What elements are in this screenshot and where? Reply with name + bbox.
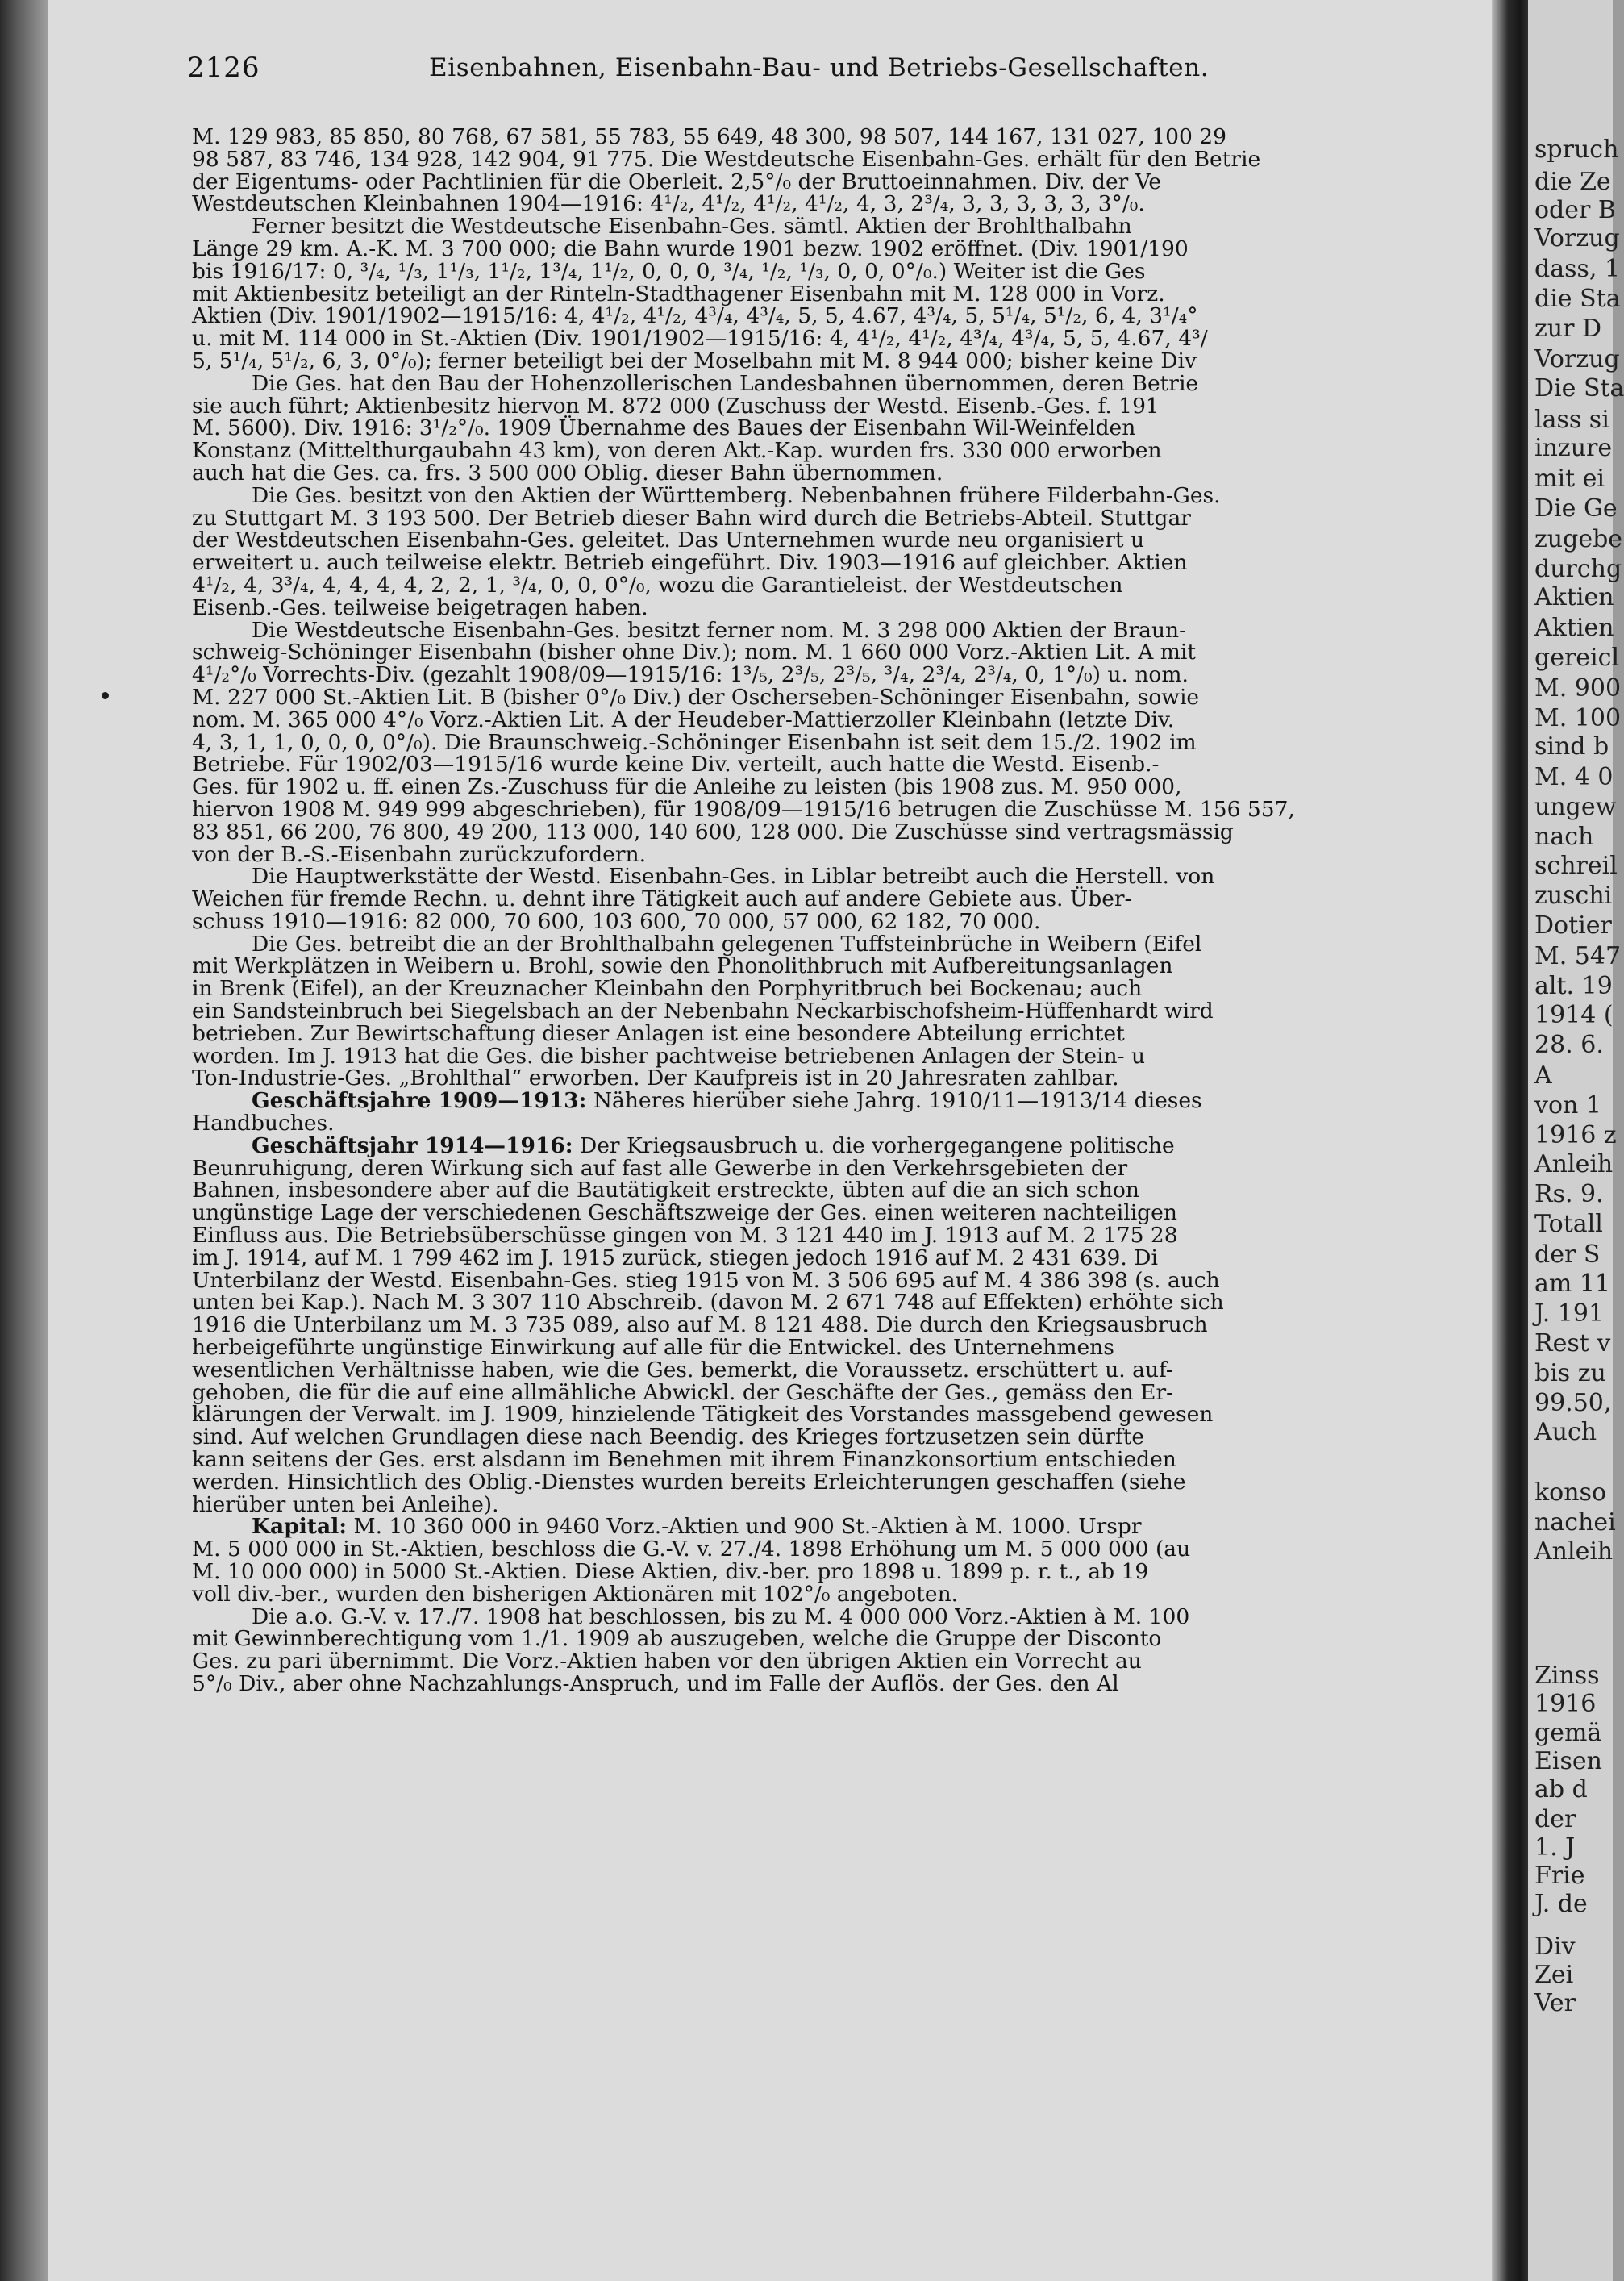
facing-page-text-fragment: spruch xyxy=(1534,136,1619,164)
text-line xyxy=(192,258,1494,284)
text-line-content: 98 587, 83 746, 134 928, 142 904, 91 775. Die Westdeutsche Eisenbahn-Ges. erhält für den Betrie xyxy=(192,146,1261,172)
text-line-content: Die Ges. hat den Bau der Hohenzollerischen Landesbahnen übernommen, deren Betrie xyxy=(252,370,1199,396)
text-line-content: Betriebe. Für 1902/03—1915/16 wurde keine Div. verteilt, auch hatte die Westd. Eisenb.- xyxy=(192,752,1160,778)
facing-page-text-fragment: Frie xyxy=(1534,1862,1585,1890)
text-line xyxy=(192,776,1494,799)
text-line xyxy=(192,1291,1494,1314)
text-line xyxy=(192,594,1494,620)
text-line xyxy=(192,1336,1494,1359)
facing-page-text-fragment: von 1 xyxy=(1534,1091,1601,1120)
facing-page-text-fragment: Auch xyxy=(1534,1418,1597,1446)
text-line-content: schuss 1910—1916: 82 000, 70 600, 103 600, 70 000, 57 000, 62 182, 70 000. xyxy=(192,908,1041,934)
text-line-content: Die a.o. G.-V. v. 17./7. 1908 hat beschlossen, bis zu M. 4 000 000 Vorz.-Aktien à M. 100 xyxy=(252,1603,1190,1629)
text-line-content: Einfluss aus. Die Betriebsüberschüsse gingen von M. 3 121 440 im J. 1913 auf M. 2 175 28 xyxy=(192,1223,1178,1249)
text-line xyxy=(192,1538,1494,1561)
text-line xyxy=(192,1314,1494,1336)
facing-page-text-fragment: 1916 xyxy=(1534,1690,1597,1718)
facing-page-text-fragment: lass si xyxy=(1534,406,1609,434)
facing-page-text-fragment: Die Sta xyxy=(1534,374,1624,402)
text-line-content: Eisenb.-Ges. teilweise beigetragen haben. xyxy=(192,594,648,620)
text-line-content: M. 227 000 St.-Aktien Lit. B (bisher 0°/₀ Div.) der Oscherseben-Schöninger Eisenbahn, sowie xyxy=(192,684,1200,710)
text-line-content: nom. M. 365 000 4°/₀ Vorz.-Aktien Lit. A der Heudeber-Mattierzoller Kleinbahn (letzte Div. xyxy=(192,707,1175,732)
facing-page-text-fragment: Aktien xyxy=(1534,583,1614,611)
text-line xyxy=(192,574,1494,597)
text-line-content: mit Aktienbesitz beteiligt an der Rinteln-Stadthagener Eisenbahn mit M. 128 000 in Vorz. xyxy=(192,281,1165,306)
facing-page-text-fragment: ungew xyxy=(1534,793,1617,821)
text-line xyxy=(192,1471,1494,1494)
facing-page-text-fragment: Rest v xyxy=(1534,1329,1611,1357)
text-line-content: 83 851, 66 200, 76 800, 49 200, 113 000, 140 600, 128 000. Die Zuschüsse sind vertragsmässig xyxy=(192,819,1234,844)
text-line xyxy=(192,1449,1494,1471)
facing-page-text-fragment: bis zu xyxy=(1534,1359,1606,1387)
text-line-content: Die Westdeutsche Eisenbahn-Ges. besitzt ferner nom. M. 3 298 000 Aktien der Braun- xyxy=(252,617,1187,643)
text-line xyxy=(192,796,1494,822)
text-line xyxy=(192,148,1494,171)
section-heading: Kapital: xyxy=(252,1514,348,1540)
facing-page-text-fragment: Anleih xyxy=(1534,1537,1614,1566)
text-line-content: zu Stuttgart M. 3 193 500. Der Betrieb dieser Bahn wird durch die Betriebs-Abteil. Stuttgar xyxy=(192,505,1191,531)
text-line-content: sie auch führt; Aktienbesitz hiervon M. 872 000 (Zuschuss der Westd. Eisenb.-Ges. f. 191 xyxy=(192,393,1160,419)
text-line xyxy=(192,841,1494,867)
text-line xyxy=(192,664,1494,686)
facing-page-text-fragment: zugebe xyxy=(1534,525,1623,553)
text-line xyxy=(192,417,1494,440)
text-line xyxy=(192,1650,1494,1673)
text-line-content: klärungen der Verwalt. im J. 1909, hinzielende Tätigkeit des Vorstandes massgebend gewesen xyxy=(192,1402,1214,1428)
text-line-content: sind. Auf welchen Grundlagen diese nach Beendig. des Krieges fortzusetzen sein dürfte xyxy=(192,1424,1145,1450)
text-line-content: 4¹/₂°/₀ Vorrechts-Div. (gezahlt 1908/09—1915/16: 1³/₅, 2³/₅, 2³/₅, ³/₄, 2³/₄, 2³/₄, 0, 1°/₀) u. nom. xyxy=(192,662,1189,688)
page-number: 2126 xyxy=(187,52,260,84)
text-line xyxy=(192,507,1494,530)
text-line-content: worden. Im J. 1913 hat die Ges. die bisher pachtweise betriebenen Anlagen der Stein- u xyxy=(192,1043,1146,1069)
text-line-content: M. 5600). Div. 1916: 3¹/₂°/₀. 1909 Übernahme des Baues der Eisenbahn Wil-Weinfelden xyxy=(192,415,1136,441)
text-line-content: der Eigentums- oder Pachtlinien für die Oberleit. 2,5°/₀ der Bruttoeinnahmen. Div. der Ve xyxy=(192,169,1162,194)
text-line-content: u. mit M. 114 000 in St.-Aktien (Div. 1901/1902—1915/16: 4, 4¹/₂, 4¹/₂, 4³/₄, 4³/₄, 5, 5, 4.67, 4³/ xyxy=(192,326,1208,352)
text-line-content: in Brenk (Eifel), an der Kreuznacher Kleinbahn den Porphyritbruch bei Bockenau; auch xyxy=(192,976,1143,1002)
text-line xyxy=(192,1628,1494,1650)
facing-page-text-fragment: Vorzug xyxy=(1534,345,1620,373)
text-line xyxy=(192,126,1494,148)
text-line xyxy=(192,327,1494,350)
text-line-content: im J. 1914, auf M. 1 799 462 im J. 1915 zurück, stiegen jedoch 1916 auf M. 2 431 639. Di xyxy=(192,1245,1158,1270)
text-line-content: Ton-Industrie-Ges. „Brohlthal“ erworben. Der Kaufpreis ist in 20 Jahresraten zahlbar. xyxy=(192,1065,1119,1091)
facing-page-text-fragment: Ver xyxy=(1534,1989,1576,2017)
text-line xyxy=(192,753,1494,776)
text-line xyxy=(192,1067,1494,1090)
facing-page-text-fragment: die Ze xyxy=(1534,168,1611,196)
text-line-content: von der B.-S.-Eisenbahn zurückzufordern. xyxy=(192,841,647,867)
text-line-content: erweitert u. auch teilweise elektr. Betrieb eingeführt. Div. 1903—1916 auf gleichber. Aktien xyxy=(192,550,1188,576)
text-line xyxy=(192,888,1494,911)
facing-page-text-fragment: 1914 ( xyxy=(1534,1001,1614,1029)
facing-page-text-fragment: Zei xyxy=(1534,1961,1574,1989)
text-line-content: M. 5 000 000 in St.-Aktien, beschloss die G.-V. v. 27./4. 1898 Erhöhung um M. 5 000 000 (au xyxy=(192,1537,1191,1562)
facing-page-text-fragment: 1916 z xyxy=(1534,1121,1617,1149)
text-line xyxy=(192,1561,1494,1583)
facing-page-text-fragment: konso xyxy=(1534,1478,1607,1507)
text-line xyxy=(192,482,1494,508)
text-line-content: Ferner besitzt die Westdeutsche Eisenbahn-Ges. sämtl. Aktien der Brohlthalbahn xyxy=(252,214,1132,240)
facing-page-text-fragment: nach xyxy=(1534,823,1594,851)
text-line-content: Handbuches. xyxy=(192,1111,335,1136)
text-line xyxy=(192,865,1494,888)
text-line-content: Ges. für 1902 u. ff. einen Zs.-Zuschuss für die Anleihe zu leisten (bis 1908 zus. M. 950 000, xyxy=(192,774,1182,800)
text-line-content: Die Ges. betreibt die an der Brohlthalbahn gelegenen Tuffsteinbrüche in Weibern (Eifel xyxy=(252,931,1202,957)
text-line-content: Westdeutschen Kleinbahnen 1904—1916: 4¹/₂, 4¹/₂, 4¹/₂, 4¹/₂, 4, 3, 2³/₄, 3, 3, 3, 3, 3, 3°/₀. xyxy=(192,191,1145,217)
text-line-content: 4¹/₂, 4, 3³/₄, 4, 4, 4, 4, 2, 2, 1, ³/₄, 0, 0, 0°/₀, wozu die Garantieleist. der Westdeutschen xyxy=(192,572,1123,598)
text-line-content: Bahnen, insbesondere aber auf die Bautätigkeit erstreckte, übten auf die an sich schon xyxy=(192,1178,1139,1203)
text-line xyxy=(192,1267,1494,1293)
text-line-content: bis 1916/17: 0, ³/₄, ¹/₃, 1¹/₃, 1¹/₂, 1³/₄, 1¹/₂, 0, 0, 0, ³/₄, ¹/₂, ¹/₃, 0, 0, 0°/₀.) Weiter ist die Ges xyxy=(192,258,1146,284)
text-line xyxy=(192,1132,1494,1158)
facing-page-text-fragment: die Sta xyxy=(1534,285,1621,313)
facing-page-text-fragment: Die Ge xyxy=(1534,494,1618,523)
text-line xyxy=(192,1157,1494,1180)
section-heading: Geschäftsjahr 1914—1916: xyxy=(252,1132,573,1158)
facing-page-text-fragment: Eisen xyxy=(1534,1747,1602,1775)
text-line-content: 4, 3, 1, 1, 0, 0, 0, 0°/₀). Die Braunschweig.-Schöninger Eisenbahn ist seit dem 15./2. 1902 im xyxy=(192,729,1197,755)
text-line xyxy=(192,193,1494,215)
text-line-content: Die Ges. besitzt von den Aktien der Württemberg. Nebenbahnen frühere Filderbahn-Ges. xyxy=(252,482,1221,508)
text-line-content: Weichen für fremde Rechn. u. dehnt ihre Tätigkeit auch auf andere Gebiete aus. Über- xyxy=(192,886,1132,912)
text-line xyxy=(192,1090,1494,1112)
text-line xyxy=(192,1224,1494,1247)
text-line xyxy=(192,1379,1494,1405)
facing-page-text-fragment: Anleih xyxy=(1534,1150,1614,1178)
text-line xyxy=(192,1247,1494,1270)
text-line xyxy=(192,1403,1494,1426)
facing-page-text-fragment: alt. 19 xyxy=(1534,972,1613,1000)
text-line xyxy=(192,686,1494,709)
text-line xyxy=(192,1000,1494,1023)
text-line xyxy=(192,1516,1494,1538)
text-line xyxy=(192,908,1494,934)
text-line xyxy=(192,641,1494,664)
margin-speck xyxy=(102,692,109,699)
text-line-content: hierüber unten bei Anleihe). xyxy=(192,1491,499,1517)
facing-page-text-fragment: durchg xyxy=(1534,555,1622,583)
text-line-content: ungünstige Lage der verschiedenen Geschäftszweige der Ges. einen weiteren nachteiligen xyxy=(192,1200,1177,1226)
text-line-content: Der Kriegsausbruch u. die vorhergegangene politische xyxy=(573,1132,1175,1158)
text-line-content: auch hat die Ges. ca. frs. 3 500 000 Oblig. dieser Bahn übernommen. xyxy=(192,460,943,486)
facing-page-text-fragment: Dotier xyxy=(1534,911,1612,940)
text-line xyxy=(192,370,1494,396)
facing-page-text-fragment: der S xyxy=(1534,1241,1601,1269)
text-line xyxy=(192,1426,1494,1449)
text-line xyxy=(192,1045,1494,1068)
text-line-content: herbeigeführte ungünstige Einwirkung auf alle für die Entwickel. des Unternehmens xyxy=(192,1335,1114,1361)
facing-page-text-fragment: J. de xyxy=(1534,1890,1588,1918)
text-line-content: unten bei Kap.). Nach M. 3 307 110 Abschreib. (davon M. 2 671 748 auf Effekten) erhöhte sich xyxy=(192,1290,1224,1316)
facing-page-text-fragment: am 11 xyxy=(1534,1270,1611,1298)
text-line-content: Näheres hierüber siehe Jahrg. 1910/11—1913/14 dieses xyxy=(586,1088,1202,1114)
text-line xyxy=(192,955,1494,978)
facing-page-text-fragment: Rs. 9. xyxy=(1534,1180,1604,1208)
facing-page-fragment xyxy=(1528,0,1624,2281)
facing-page-text-fragment: M. 547 xyxy=(1534,942,1622,970)
text-line-content: Länge 29 km. A.-K. M. 3 700 000; die Bahn wurde 1901 bezw. 1902 eröffnet. (Div. 1901/190 xyxy=(192,236,1189,261)
text-line xyxy=(192,305,1494,327)
text-line xyxy=(192,729,1494,755)
text-line xyxy=(192,350,1494,373)
facing-page-text-fragment: 1. J xyxy=(1534,1833,1576,1862)
text-line-content: hiervon 1908 M. 949 999 abgeschrieben), für 1908/09—1915/16 betrugen die Zuschüsse M. 156 557, xyxy=(192,796,1295,822)
text-line xyxy=(192,283,1494,306)
text-line-content: ein Sandsteinbruch bei Siegelsbach an der Nebenbahn Neckarbischofsheim-Hüffenhardt wird xyxy=(192,999,1214,1024)
text-line-content: betrieben. Zur Bewirtschaftung dieser Anlagen ist eine besondere Abteilung errichtet xyxy=(192,1020,1125,1046)
text-line-content: Beunruhigung, deren Wirkung sich auf fast alle Gewerbe in den Verkehrsgebieten der xyxy=(192,1155,1128,1181)
facing-page-text-fragment: Div xyxy=(1534,1933,1576,1961)
text-line xyxy=(192,709,1494,732)
text-line-content: Konstanz (Mittelthurgaubahn 43 km), von deren Akt.-Kap. wurden frs. 330 000 erworben xyxy=(192,438,1162,464)
text-line-content: gehoben, die für die auf eine allmähliche Abwickl. der Geschäfte der Ges., gemäss den Er- xyxy=(192,1379,1174,1405)
text-line xyxy=(192,1491,1494,1517)
facing-page-text-fragment: zur D xyxy=(1534,315,1602,343)
text-line-content: voll div.-ber., wurden den bisherigen Aktionären mit 102°/₀ angeboten. xyxy=(192,1581,959,1607)
facing-page-text-fragment: M. 4 0 xyxy=(1534,763,1614,791)
facing-page-text-fragment: 28. 6. xyxy=(1534,1031,1604,1059)
text-line xyxy=(192,552,1494,574)
text-line xyxy=(192,171,1494,194)
facing-page-text-fragment: A xyxy=(1534,1061,1552,1090)
facing-page-text-fragment: sind b xyxy=(1534,732,1609,761)
facing-page-text-fragment: gemä xyxy=(1534,1719,1602,1747)
running-head xyxy=(187,50,1493,85)
facing-page-text-fragment: Totall xyxy=(1534,1210,1603,1238)
facing-page-text-fragment: Aktien xyxy=(1534,614,1614,642)
text-line-content: Ges. zu pari übernimmt. Die Vorz.-Aktien haben vor den übrigen Aktien ein Vorrecht au xyxy=(192,1649,1142,1674)
text-line xyxy=(192,238,1494,261)
facing-page-text-fragment: inzure xyxy=(1534,434,1613,462)
text-line-content: der Westdeutschen Eisenbahn-Ges. geleitet. Das Unternehmen wurde neu organisiert u xyxy=(192,528,1145,553)
text-line-content: Aktien (Div. 1901/1902—1915/16: 4, 4¹/₂, 4¹/₂, 4³/₄, 4³/₄, 5, 5, 4.67, 4³/₄, 5, 5¹/₄, 5¹/₂, 6, 4, 3¹/₄° xyxy=(192,303,1198,329)
text-line-content: M. 10 000 000) in 5000 St.-Aktien. Diese Aktien, div.-ber. pro 1898 u. 1899 p. r. t., ab 19 xyxy=(192,1559,1149,1584)
text-line xyxy=(192,1603,1494,1629)
text-line xyxy=(192,933,1494,956)
facing-page-text-fragment: ab d xyxy=(1534,1775,1588,1804)
text-line xyxy=(192,1112,1494,1135)
body-text xyxy=(192,126,1494,1695)
facing-page-text-fragment: J. 191 xyxy=(1534,1299,1605,1328)
text-line xyxy=(192,440,1494,462)
facing-page-text-fragment: dass, 1 xyxy=(1534,255,1621,283)
facing-page-text-fragment: gereicl xyxy=(1534,644,1620,672)
facing-page-text-fragment: schreil xyxy=(1534,852,1618,880)
text-line xyxy=(192,529,1494,552)
facing-page-text-fragment: 99.50, xyxy=(1534,1389,1612,1417)
text-line-content: 5°/₀ Div., aber ohne Nachzahlungs-Anspruch, und im Falle der Auflös. der Ges. den Al xyxy=(192,1670,1119,1696)
text-line xyxy=(192,1020,1494,1046)
text-line-content: Unterbilanz der Westd. Eisenbahn-Ges. stieg 1915 von M. 3 506 695 auf M. 4 386 398 (s. auch xyxy=(192,1267,1220,1293)
text-line-content: mit Werkplätzen in Weibern u. Brohl, sowie den Phonolithbruch mit Aufbereitungsanlagen xyxy=(192,953,1173,979)
text-line xyxy=(192,395,1494,418)
facing-page-text-fragment: Vorzug xyxy=(1534,224,1620,252)
text-line-content: 5, 5¹/₄, 5¹/₂, 6, 3, 0°/₀); ferner beteiligt bei der Moselbahn mit M. 8 944 000; bisher keine Div xyxy=(192,348,1197,373)
section-heading: Geschäftsjahre 1909—1913: xyxy=(252,1088,587,1114)
text-line-content: 1916 die Unterbilanz um M. 3 735 089, also auf M. 8 121 488. Die durch den Kriegsausbruch xyxy=(192,1312,1208,1338)
facing-page-text-fragment: oder B xyxy=(1534,196,1616,224)
text-line xyxy=(192,1583,1494,1606)
text-line xyxy=(192,1179,1494,1202)
text-line-content: werden. Hinsichtlich des Oblig.-Dienstes wurden bereits Erleichterungen geschaffen (siehe xyxy=(192,1469,1186,1495)
text-line-content: wesentlichen Verhältnisse haben, wie die Ges. bemerkt, die Voraussetz. erschüttert u. auf- xyxy=(192,1357,1173,1382)
facing-page-text-fragment: mit ei xyxy=(1534,465,1605,493)
book-gutter xyxy=(1492,0,1532,2281)
text-line-content: M. 129 983, 85 850, 80 768, 67 581, 55 783, 55 649, 48 300, 98 507, 144 167, 131 027, 100 29 xyxy=(192,124,1226,149)
facing-page-text-fragment: M. 100 xyxy=(1534,704,1622,732)
facing-page-text-fragment: der xyxy=(1534,1805,1576,1833)
facing-page-text-fragment: nachei xyxy=(1534,1508,1616,1537)
facing-page-text-fragment: zuschi xyxy=(1534,882,1613,910)
text-line xyxy=(192,215,1494,238)
text-line xyxy=(192,1202,1494,1224)
page-header-title: Eisenbahnen, Eisenbahn-Bau- und Betriebs-Gesellschaften. xyxy=(429,53,1210,82)
text-line xyxy=(192,978,1494,1000)
text-line-content: schweig-Schöninger Eisenbahn (bisher ohne Div.); nom. M. 1 660 000 Vorz.-Aktien Lit. A mit xyxy=(192,640,1197,665)
text-line xyxy=(192,1359,1494,1382)
text-line xyxy=(192,821,1494,844)
text-line-content: kann seitens der Ges. erst alsdann im Benehmen mit ihrem Finanzkonsortium entschieden xyxy=(192,1447,1176,1473)
text-line xyxy=(192,462,1494,485)
facing-page-text-fragment: M. 900 xyxy=(1534,674,1622,703)
text-line-content: mit Gewinnberechtigung vom 1./1. 1909 ab auszugeben, welche die Gruppe der Disconto xyxy=(192,1626,1162,1652)
facing-page-text-fragment: Zinss xyxy=(1534,1662,1600,1690)
text-line-content: Die Hauptwerkstätte der Westd. Eisenbahn-Ges. in Liblar betreibt auch die Herstell. von xyxy=(252,864,1215,890)
text-line xyxy=(192,619,1494,642)
text-line xyxy=(192,1670,1494,1696)
text-line-content: M. 10 360 000 in 9460 Vorz.-Aktien und 900 St.-Aktien à M. 1000. Urspr xyxy=(347,1514,1142,1540)
